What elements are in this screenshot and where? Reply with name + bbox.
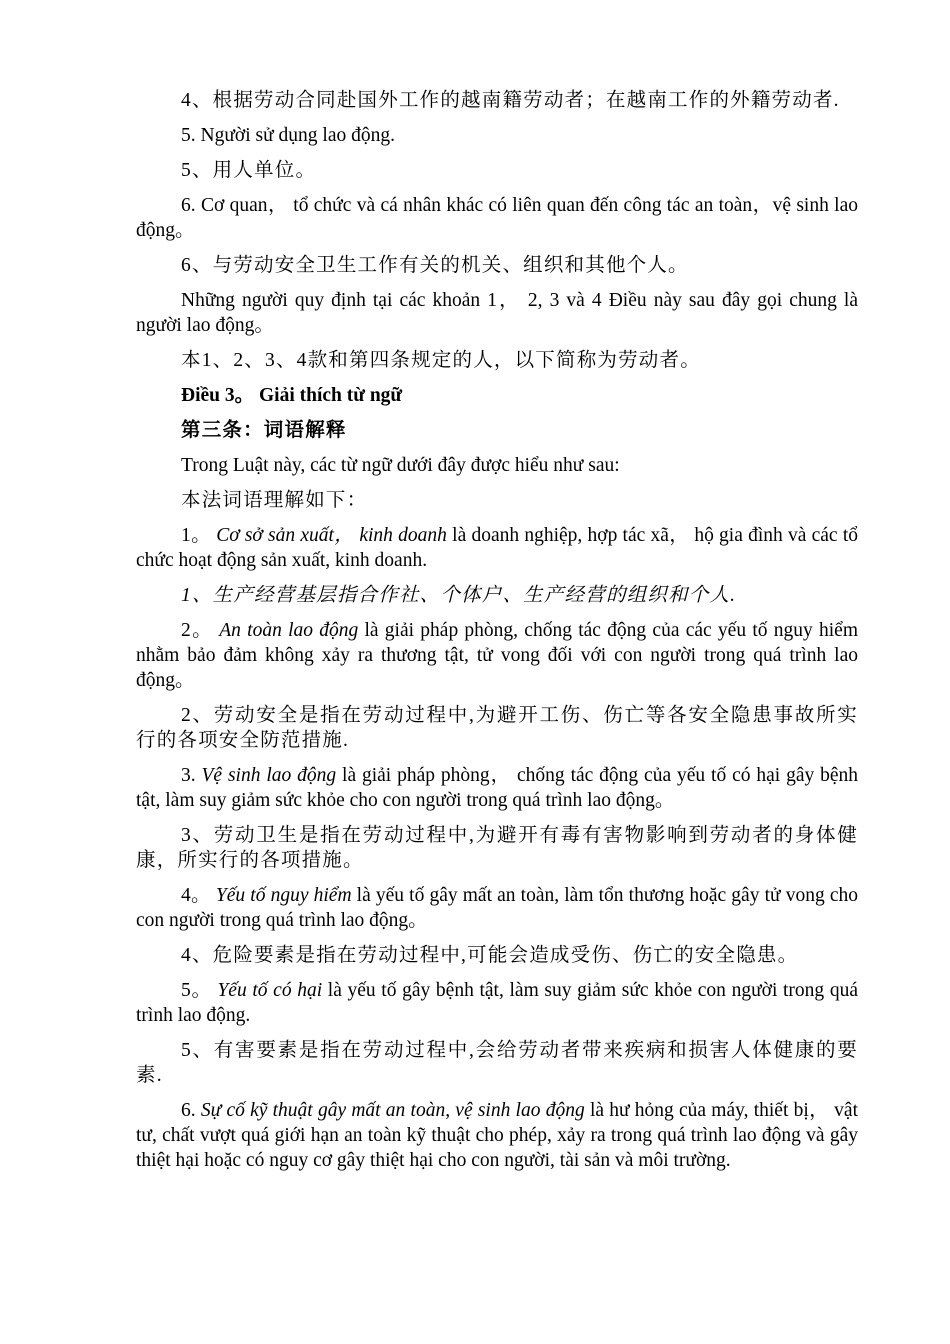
definition-number: 4。 [181,885,216,906]
definition-term: An toàn lao động [219,620,359,641]
definition-body: là yếu tố gây mất an toàn, làm tổn thương hoặc gây tử vong cho con người trong quá trình lao động。 [136,885,858,931]
definition-number: 3. [181,765,202,786]
paragraph-zh-clause-5: 5、用人单位。 [181,160,317,181]
paragraph-zh-summary: 本1、2、3、4款和第四条规定的人，以下简称为劳动者。 [181,350,701,371]
paragraph-zh-clause-6: 6、与劳动安全卫生工作有关的机关、组织和其他个人。 [181,255,689,276]
definition-4-zh: 4、危险要素是指在劳动过程中,可能会造成受伤、伤亡的安全隐患。 [181,945,799,966]
definition-number: 2。 [181,620,220,641]
article-3-heading-vi: Điều 3。 Giải thích từ ngữ [181,385,403,406]
definition-1-vi [136,523,858,573]
paragraph-vi-clause-6: 6. Cơ quan， tổ chức và cá nhân khác có liên quan đến công tác an toàn，vệ sinh lao động。 [136,195,858,241]
paragraph-zh-clause-4: 4、根据劳动合同赴国外工作的越南籍劳动者；在越南工作的外籍劳动者. [181,90,840,111]
definition-6-vi [136,1098,858,1173]
article-3-heading-zh: 第三条：词语解释 [181,420,347,441]
definition-term: Yếu tố nguy hiểm [215,885,352,906]
definition-number: 5。 [181,980,218,1001]
definition-number: 1。 [181,525,217,546]
definition-body: là doanh nghiệp, hợp tác xã， hộ gia đình và các tổ chức hoạt động sản xuất, kinh doanh. [136,525,858,571]
definition-term: Cơ sở sản xuất， kinh doanh [216,525,447,546]
definition-body: là giải pháp phòng， chống tác động của yếu tố có hại gây bệnh tật, làm suy giảm sức khỏe cho con người trong quá trình lao động。 [136,765,859,811]
paragraph-vi-clause-5: 5. Người sử dụng lao động. [181,125,395,146]
paragraph-zh-intro: 本法词语理解如下： [181,490,368,511]
definition-body: là giải pháp phòng, chống tác động của các yếu tố nguy hiểm nhằm bảo đảm không xảy ra thương tật, tử vong đối với con người trong quá trình lao động。 [136,620,858,691]
definition-2-zh: 2、劳动安全是指在劳动过程中,为避开工伤、伤亡等各安全隐患事故所实行的各项安全防范措施. [136,705,858,751]
definition-4-vi [136,883,858,933]
paragraph-vi-intro: Trong Luật này, các từ ngữ dưới đây được hiểu như sau: [181,455,620,476]
definition-body: là yếu tố gây bệnh tật, làm suy giảm sức khỏe con người trong quá trình lao động. [136,980,858,1026]
definition-term: Yếu tố có hại [217,980,323,1001]
definition-3-vi [136,763,858,813]
definition-body: là hư hỏng của máy, thiết bị， vật tư, chất vượt quá giới hạn an toàn kỹ thuật cho phép, xảy ra trong quá trình lao động và gây thiệt hại hoặc có nguy cơ gây thiệt hại cho con người, tài sản và môi trường. [136,1100,859,1171]
definition-2-vi [136,618,858,693]
definition-5-zh: 5、有害要素是指在劳动过程中,会给劳动者带来疾病和损害人体健康的要素. [136,1040,858,1086]
definition-term: Vệ sinh lao động [201,765,337,786]
definition-3-zh: 3、劳动卫生是指在劳动过程中,为避开有毒有害物影响到劳动者的身体健康，所实行的各项措施。 [136,825,858,871]
definition-5-vi [136,978,858,1028]
definition-number: 6. [181,1100,201,1121]
paragraph-vi-summary: Những người quy định tại các khoản 1， 2, 3 và 4 Điều này sau đây gọi chung là người lao động。 [136,290,858,336]
definition-1-zh: 1、生产经营基层指合作社、个体户、生产经营的组织和个人. [181,585,737,606]
definition-term: Sự cố kỹ thuật gây mất an toàn, vệ sinh lao động [200,1100,585,1121]
